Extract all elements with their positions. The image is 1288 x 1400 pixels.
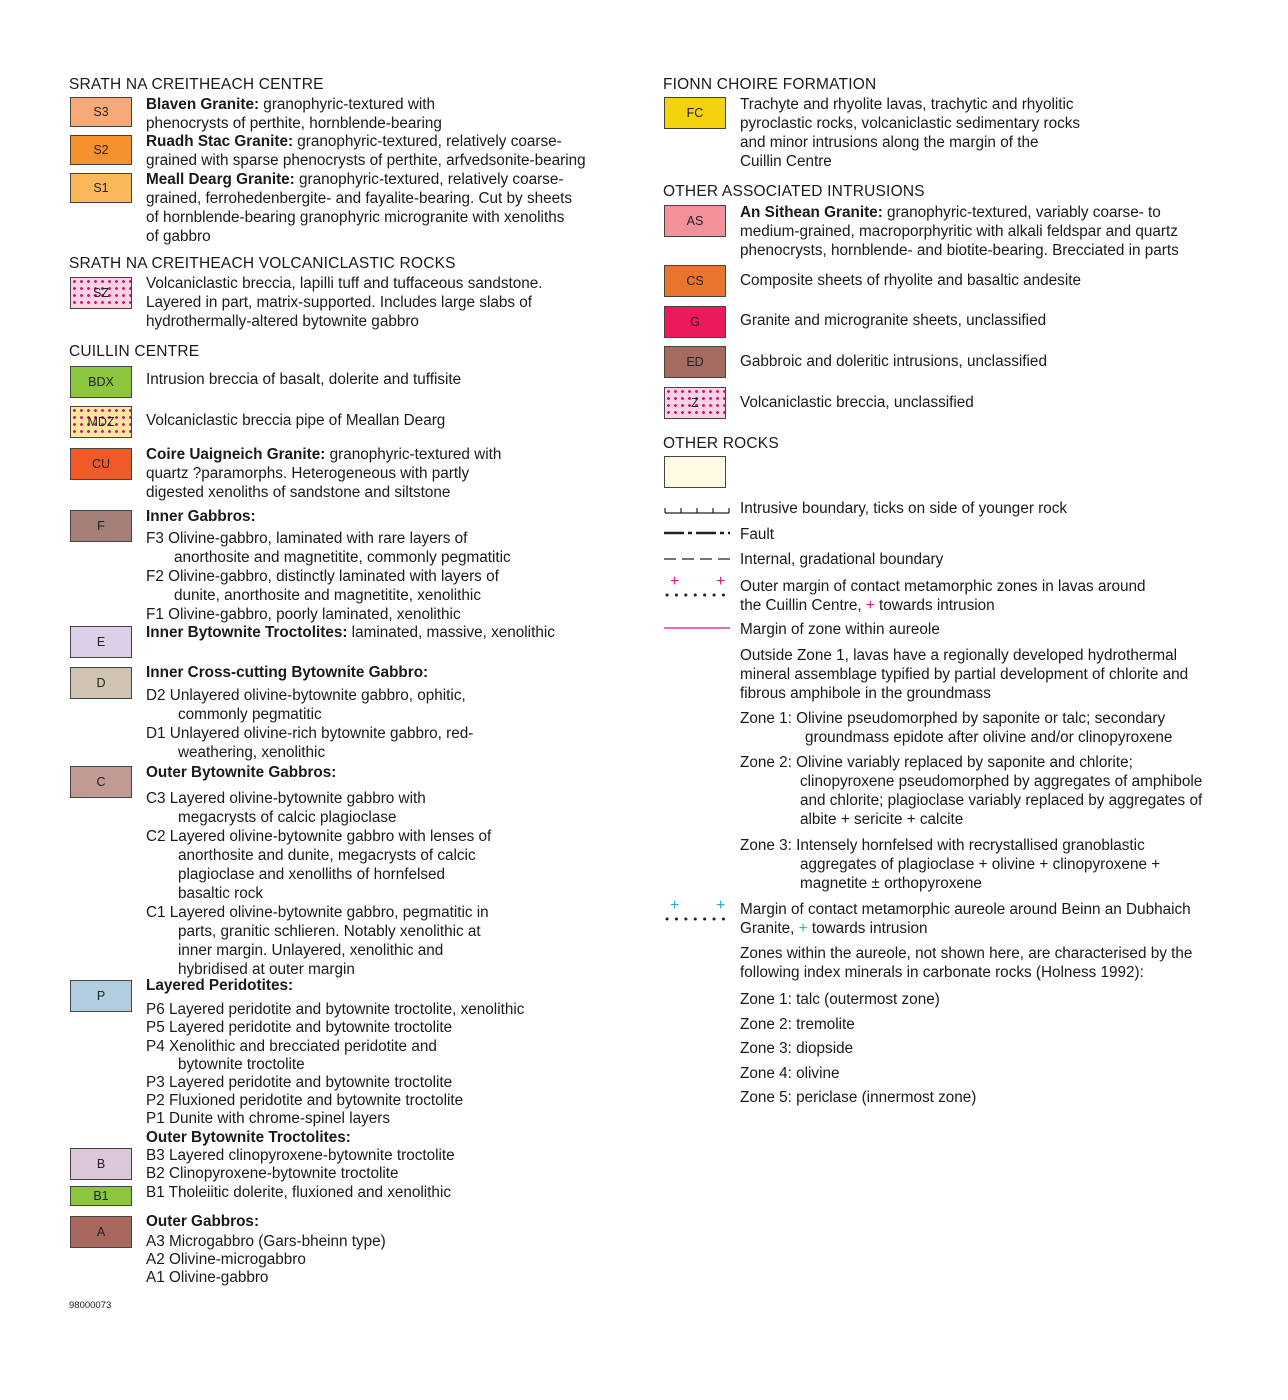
zones-within-line: following index minerals in carbonate rocks (Holness 1992): [740, 964, 1144, 981]
text-cu-3: digested xenoliths of sandstone and siltstone [146, 484, 451, 501]
text-outer-1: Outer margin of contact metamorphic zones in lavas around [740, 578, 1146, 595]
d-item: D1 Unlayered olivine-rich bytownite gabbro, red- [146, 725, 474, 742]
outside-line: fibrous amphibole in the groundmass [740, 685, 991, 702]
internal-boundary-symbol [664, 554, 730, 564]
c-item: basaltic rock [178, 885, 264, 902]
text-cs: Composite sheets of rhyolite and basaltic andesite [740, 272, 1081, 289]
swatch-mdz: MDZ [70, 406, 132, 438]
p-item: P5 Layered peridotite and bytownite troctolite [146, 1019, 453, 1037]
text-beinn-1: Margin of contact metamorphic aureole around Beinn an Dubhaich [740, 901, 1191, 918]
text-e: laminated, massive, xenolithic [347, 624, 555, 641]
index-zone: Zone 5: periclase (innermost zone) [740, 1089, 977, 1106]
text-as-2: medium-grained, macroporphyritic with alkali feldspar and quartz [740, 223, 1178, 240]
index-zone: Zone 2: tremolite [740, 1015, 855, 1033]
title-d: Inner Cross-cutting Bytownite Gabbro: [146, 664, 429, 681]
p-item: P3 Layered peridotite and bytownite troctolite [146, 1074, 453, 1092]
swatch-b1: B1 [70, 1186, 132, 1206]
text-s1-2: grained, ferrohedenbergite- and fayalite-bearing. Cut by sheets [146, 190, 573, 207]
a-item: A2 Olivine-microgabbro [146, 1251, 306, 1268]
d-item: weathering, xenolithic [178, 744, 326, 761]
text-fc-1: Trachyte and rhyolite lavas, trachytic and rhyolitic [740, 96, 1074, 113]
legend-s3 [146, 95, 442, 133]
p-item: bytownite troctolite [178, 1055, 305, 1073]
swatch-s1: S1 [70, 173, 132, 203]
text-sz-1: Volcaniclastic breccia, lapilli tuff and tuffaceous sandstone. [146, 275, 543, 292]
title-e: Inner Bytownite Troctolites: [146, 624, 348, 641]
f-item: dunite, anorthosite and magnetitite, xenolithic [174, 587, 481, 604]
text-s2: granophyric-textured, relatively coarse- [293, 133, 562, 150]
legend-as [740, 203, 1179, 260]
swatch-bdx: BDX [70, 366, 132, 398]
text-s1: granophyric-textured, relatively coarse- [294, 171, 564, 188]
heading-cuillin: CUILLIN CENTRE [69, 343, 200, 360]
swatch-c: C [70, 766, 132, 798]
c-item: plagioclase and xenolliths of hornfelsed [178, 866, 446, 883]
legend-outer-margin [740, 577, 1146, 615]
swatch-ed: ED [664, 346, 726, 378]
text-as: granophyric-textured, variably coarse- to [882, 204, 1161, 221]
b-item: B2 Clinopyroxene-bytownite troctolite [146, 1165, 399, 1183]
legend-s2 [146, 132, 586, 170]
fault-symbol [664, 528, 730, 538]
text-fault: Fault [740, 526, 775, 543]
text-s2-2: grained with sparse phenocrysts of perthite, arfvedsonite-bearing [146, 152, 586, 169]
figure-code: 98000073 [69, 1300, 112, 1311]
legend-sz [146, 274, 543, 331]
aureole-margin-symbol [664, 898, 732, 924]
legend-zone3 [740, 836, 1160, 893]
title-cu: Coire Uaigneich Granite: [146, 446, 326, 463]
intrusive-boundary-symbol [664, 502, 730, 516]
legend-s1 [146, 170, 572, 246]
swatch-e: E [70, 626, 132, 658]
text-beinn-2b: towards intrusion [807, 920, 928, 937]
swatch-s2: S2 [70, 135, 132, 165]
swatch-b: B [70, 1148, 132, 1180]
legend-d [146, 663, 473, 762]
heading-srath-centre: SRATH NA CREITHEACH CENTRE [69, 76, 324, 93]
heading-assoc: OTHER ASSOCIATED INTRUSIONS [663, 183, 925, 200]
title-p: Layered Peridotites: [146, 977, 294, 994]
swatch-p: P [70, 980, 132, 1012]
text-mdz: Volcaniclastic breccia pipe of Meallan Dearg [146, 412, 446, 429]
swatch-f: F [70, 510, 132, 542]
f-item: F1 Olivine-gabbro, poorly laminated, xenolithic [146, 606, 461, 623]
zones-within-line: Zones within the aureole, not shown here, are characterised by the [740, 945, 1193, 962]
text-sz-3: hydrothermally-altered bytownite gabbro [146, 313, 419, 330]
zone1-line: groundmass epidote after olivine and/or clinopyroxene [805, 729, 1173, 746]
d-item: commonly pegmatitic [178, 706, 322, 723]
swatch-other-rocks [664, 456, 726, 488]
text-as-3: phenocrysts, hornblende- and biotite-bearing. Brecciated in parts [740, 242, 1179, 259]
swatch-as: AS [664, 205, 726, 237]
outside-line: Outside Zone 1, lavas have a regionally developed hydrothermal [740, 647, 1178, 664]
swatch-cu: CU [70, 448, 132, 480]
legend-a [146, 1213, 386, 1287]
text-fc-2: pyroclastic rocks, volcaniclastic sedimentary rocks [740, 115, 1081, 132]
text-fc-3: and minor intrusions along the margin of the [740, 134, 1039, 151]
index-zone: Zone 1: talc (outermost zone) [740, 991, 940, 1008]
c-item: C1 Layered olivine-bytownite gabbro, pegmatitic in [146, 904, 489, 921]
svg-text:+: + [716, 574, 726, 590]
title-c: Outer Bytownite Gabbros: [146, 764, 337, 781]
p-item: P2 Fluxioned peridotite and bytownite troctolite [146, 1092, 464, 1110]
title-as: An Sithean Granite: [740, 204, 883, 221]
legend-e [146, 623, 555, 642]
f-item: F2 Olivine-gabbro, distinctly laminated with layers of [146, 568, 499, 585]
text-fc-4: Cuillin Centre [740, 153, 832, 170]
plus-cyan: + [798, 920, 808, 937]
legend-zone1 [740, 709, 1172, 747]
legend-p [146, 977, 524, 1183]
zone3-line: aggregates of plagioclase + olivine + clinopyroxene + [800, 856, 1161, 873]
title-s3: Blaven Granite: [146, 96, 260, 113]
outer-margin-symbol [664, 574, 732, 600]
swatch-g: G [664, 306, 726, 338]
a-item: A3 Microgabbro (Gars-bheinn type) [146, 1233, 386, 1250]
svg-text:+: + [670, 574, 680, 590]
text-s3: granophyric-textured with [259, 96, 436, 113]
title-s1: Meall Dearg Granite: [146, 171, 295, 188]
zone-margin-symbol [664, 624, 730, 632]
text-z: Volcaniclastic breccia, unclassified [740, 394, 974, 411]
heading-fionn: FIONN CHOIRE FORMATION [663, 76, 877, 93]
f-item: F3 Olivine-gabbro, laminated with rare layers of [146, 530, 468, 547]
text-cu: granophyric-textured with [325, 446, 502, 463]
legend-beinn [740, 900, 1191, 938]
p-item: P4 Xenolithic and brecciated peridotite and [146, 1037, 437, 1055]
heading-srath-volc: SRATH NA CREITHEACH VOLCANICLASTIC ROCKS [69, 255, 456, 272]
c-item: inner margin. Unlayered, xenolithic and [178, 942, 444, 959]
c-item: C3 Layered olivine-bytownite gabbro with [146, 790, 426, 807]
zone2-line: Zone 2: Olivine variably replaced by saponite and chlorite; [740, 754, 1133, 771]
c-item: anorthosite and dunite, megacrysts of calcic [178, 847, 476, 864]
text-s3-2: phenocrysts of perthite, hornblende-bearing [146, 115, 442, 132]
legend-c [146, 763, 491, 979]
a-item: A1 Olivine-gabbro [146, 1269, 269, 1286]
swatch-a: A [70, 1216, 132, 1248]
index-zone: Zone 3: diopside [740, 1040, 854, 1057]
zone2-line: and chlorite; plagioclase variably replaced by aggregates of [800, 792, 1203, 809]
title-b: Outer Bytownite Troctolites: [146, 1128, 351, 1146]
text-s1-3: of hornblende-bearing granophyric microgranite with xenoliths [146, 209, 565, 226]
swatch-sz: SZ [70, 277, 132, 309]
swatch-s3: S3 [70, 97, 132, 127]
svg-text:+: + [670, 898, 680, 914]
zone2-line: clinopyroxene pseudomorphed by aggregates of amphibole [800, 773, 1203, 790]
outside-line: mineral assemblage typified by partial development of chlorite and [740, 666, 1189, 683]
zone1-line: Zone 1: Olivine pseudomorphed by saponite or talc; secondary [740, 710, 1166, 727]
b-item: B3 Layered clinopyroxene-bytownite troctolite [146, 1146, 455, 1164]
text-s1-4: of gabbro [146, 228, 211, 245]
index-zone: Zone 4: olivine [740, 1064, 840, 1082]
text-cu-2: quartz ?paramorphs. Heterogeneous with partly [146, 465, 470, 482]
text-outer-2b: towards intrusion [874, 597, 995, 614]
legend-cu [146, 445, 501, 502]
zone3-line: Zone 3: Intensely hornfelsed with recrystallised granoblastic [740, 837, 1145, 854]
c-item: megacrysts of calcic plagioclase [178, 809, 397, 826]
text-beinn-2a: Granite, [740, 920, 799, 937]
swatch-z: Z [664, 387, 726, 419]
legend-fc [740, 95, 1080, 171]
legend-zones-within [740, 944, 1192, 982]
text-bdx: Intrusion breccia of basalt, dolerite and tuffisite [146, 371, 462, 388]
text-margin-zone: Margin of zone within aureole [740, 621, 940, 638]
text-outer-2a: the Cuillin Centre, [740, 597, 866, 614]
title-s2: Ruadh Stac Granite: [146, 133, 294, 150]
title-a: Outer Gabbros: [146, 1213, 260, 1230]
c-item: C2 Layered olivine-bytownite gabbro with lenses of [146, 828, 492, 845]
p-item: P1 Dunite with chrome-spinel layers [146, 1110, 391, 1128]
swatch-fc: FC [664, 97, 726, 129]
text-sz-2: Layered in part, matrix-supported. Includes large slabs of [146, 294, 533, 311]
title-f: Inner Gabbros: [146, 508, 256, 525]
d-item: D2 Unlayered olivine-bytownite gabbro, ophitic, [146, 687, 466, 704]
plus-magenta: + [865, 597, 875, 614]
p-item: P6 Layered peridotite and bytownite troctolite, xenolithic [146, 1001, 525, 1019]
text-ed: Gabbroic and doleritic intrusions, unclassified [740, 353, 1047, 370]
text-intrusive: Intrusive boundary, ticks on side of younger rock [740, 500, 1068, 517]
text-internal: Internal, gradational boundary [740, 551, 944, 568]
f-item: anorthosite and magnetitite, commonly pegmatitic [174, 549, 511, 566]
c-item: parts, granitic schlieren. Notably xenolithic at [178, 923, 481, 940]
c-item: hybridised at outer margin [178, 961, 355, 978]
zone2-line: albite + sericite + calcite [800, 811, 964, 828]
legend-zone2 [740, 753, 1202, 829]
legend-f [146, 507, 511, 624]
zone3-line: magnetite ± orthopyroxene [800, 875, 982, 892]
legend-index-minerals [740, 988, 976, 1111]
swatch-cs: CS [664, 265, 726, 297]
swatch-d: D [70, 667, 132, 699]
legend-outside [740, 646, 1188, 703]
heading-other: OTHER ROCKS [663, 435, 779, 452]
text-g: Granite and microgranite sheets, unclassified [740, 312, 1047, 329]
text-b1: B1 Tholeiitic dolerite, fluxioned and xenolithic [146, 1184, 451, 1201]
svg-text:+: + [716, 898, 726, 914]
